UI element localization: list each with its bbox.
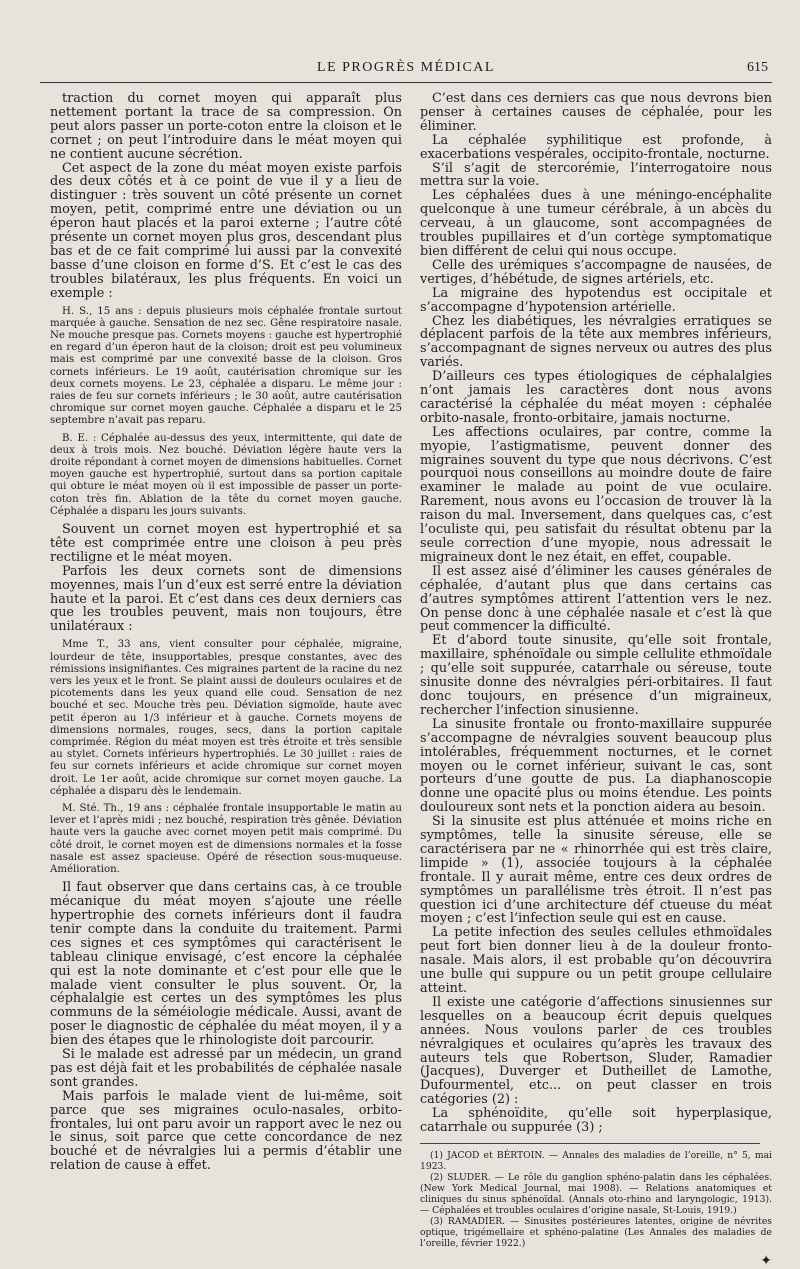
paragraph: Cet aspect de la zone du méat moyen existe parfois des deux côtés et à ce point de vue il y a lieu de distinguer : très souvent un côté présente un cornet moyen, petit, comprimé entre une déviation ou un éperon haut placés et la paroi externe ; l’autre côté présente un cornet moyen plus gros, descendant plus bas et de ce fait comprimé lui aussi par la convexité basse d’une cloison en forme d’S. Et c’est le cas des troubles bilatéraux, les plus fréquents. En voici un exemple : <box>50 160 402 301</box>
paragraph: La céphalée syphilitique est profonde, à exacerbations vespérales, occipito-frontale, nocturne. <box>420 132 772 162</box>
paragraph: C’est dans ces derniers cas que nous devrons bien penser à certaines causes de céphalée, pour les éliminer. <box>420 91 772 134</box>
journal-title: LE PROGRÈS MÉDICAL <box>317 60 495 75</box>
paragraph: Si le malade est adressé par un médecin, un grand pas est déjà fait et les probabilités de céphalée nasale sont grandes. <box>50 1047 402 1090</box>
paragraph: S’il s’agit de stercorémie, l’interrogatoire nous mettra sur la voie. <box>420 160 772 190</box>
left-column <box>50 92 402 1173</box>
footnote: (3) RAMADIER. — Sinusites postérieures latentes, origine de névrites optique, trigémellaire et sphéno-palatine (Les Annales des maladies de l’oreille, février 1922.) <box>420 1215 772 1249</box>
ornament-icon: ✦ <box>760 1252 772 1269</box>
footnote-divider <box>420 1143 760 1144</box>
paragraph: traction du cornet moyen qui apparaît plus nettement portant la trace de sa compression. On peut alors passer un porte-coton entre la cloison et le cornet ; on peut l’introduire dans le méat moyen qui ne contient aucune sécrétion. <box>50 91 402 162</box>
paragraph: Il est assez aisé d’éliminer les causes générales de céphalée, d’autant plus que dans certains cas d’autres symptômes attirent l’attention vers le nez. On pense donc à une céphalée nasale et c’est là que peut commencer la difficulté. <box>420 563 772 635</box>
paragraph: Il existe une catégorie d’affections sinusiennes sur lesquelles on a beaucoup écrit depuis quelques années. Nous voulons parler de ces troubles névralgiques et oculaires qu’après les travaux des auteurs tels que Robertson, Sluder, Ramadier (Jacques), Duverger et Dutheillet de Lamothe, Dufourmentel, etc... on peut classer en trois catégories (2) : <box>420 994 772 1108</box>
paragraph: Si la sinusite est plus atténuée et moins riche en symptômes, telle la sinusite séreuse, elle se caractérisera par ne « rhinorrhée qui est très claire, limpide » (1), associée toujours à la céphalée frontale. Il y aurait même, entre ces deux ordres de symptômes un parallélisme très étroit. Il n’est pas question ici d’une architecture déf ctueuse du méat moyen ; c’est l’infection seule qui est en cause. <box>420 814 772 927</box>
paragraph: La sphénoïdite, qu’elle soit hyperplasique, catarrhale ou suppurée (3) ; <box>420 1106 772 1136</box>
paragraph: Les céphalées dues à une méningo-encéphalite quelconque à une tumeur cérébrale, à un abcès du cerveau, à un glaucome, sont accompagnées de troubles pupillaires et d’un cortège symptomatique bien différent de celui qui nous occupe. <box>420 188 772 259</box>
paragraph: La migraine des hypotendus est occipitale et s’accompagne d’hypotension artérielle. <box>420 285 772 315</box>
footnote: (1) JACOD et BÉRTOIN. — Annales des maladies de l’oreille, n° 5, mai 1923. <box>420 1149 772 1172</box>
right-column <box>420 92 772 1269</box>
footnote: (2) SLUDER. — Le rôle du ganglion sphéno-palatin dans les céphalées. (New York Medical Journal, mai 1908). — Relations anatomiques et cliniques du sinus sphénoïdal. (Annals oto-rhino and laryngologic, 1913). — Céphalées et troubles oculaires d’origine nasale, St-Louis, 1919.) <box>420 1171 772 1216</box>
page-number: 615 <box>747 60 768 75</box>
paragraph: Celle des urémiques s’accompagne de nausées, de vertiges, d’hébétude, de signes artériels, etc. <box>420 257 772 287</box>
paragraph: Les affections oculaires, par contre, comme la myopie, l’astigmatisme, peuvent donner des migraines souvent du type que nous décrivons. C’est pourquoi nous conseillons au moindre doute de faire examiner le malade au point de vue oculaire. Rarement, nous avons eu l’occasion de trouver là la raison du mal. Inversement, dans quelques cas, c’est l’oculiste qui, peu satisfait du résultat obtenu par la seule correction d’une myopie, nous adressait le migraineux dont le nez était, en effet, coupable. <box>420 424 772 565</box>
paragraph: D’ailleurs ces types étiologiques de céphalalgies n’ont jamais les caractères dont nous avons caractérisé la céphalée du méat moyen : céphalée orbito-nasale, fronto-orbitaire, jamais nocturne. <box>420 369 772 426</box>
paragraph: La petite infection des seules cellules ethmoïdales peut fort bien donner lieu à de la douleur fronto-nasale. Mais alors, il est probable qu’on découvrira une bulle qui suppure ou un petit groupe cellulaire atteint. <box>420 925 772 996</box>
paragraph: Et d’abord toute sinusite, qu’elle soit frontale, maxillaire, sphénoïdale ou simple cellulite ethmoïdale ; qu’elle soit suppurée, catarrhale ou séreuse, toute sinusite donne des névralgies péri-orbitaires. Il faut donc toujours, en présence d’un migraineux, rechercher l’infection sinusienne. <box>420 633 772 718</box>
paragraph: Mais parfois le malade vient de lui-même, soit parce que ses migraines oculo-nasales, orbito-frontales, lui ont paru avoir un rapport avec le nez ou le sinus, soit parce que cette concordance de nez bouché et de névralgies lui a permis d’établir une relation de cause à effet. <box>50 1088 402 1174</box>
case-report: M. Sté. Th., 19 ans : céphalée frontale insupportable le matin au lever et l’après midi ; nez bouché, respiration très gênée. Déviation haute vers la gauche avec cornet moyen petit mais comprimé. Du côté droit, le cornet moyen est de dimensions normales et la fosse nasale est assez spacieuse. Opéré de résection sous-muqueuse. Amélioration. <box>50 802 402 875</box>
case-report: Mme T., 33 ans, vient consulter pour céphalée, migraine, lourdeur de tête, insupportables, presque constantes, avec des rémissions insignifiantes. Ces migraines partent de la racine du nez vers les yeux et le front. Se plaint aussi de douleurs oculaires et de picotements dans les yeux quand elle coud. Sensation de nez bouché et sec. Mouche très peu. Déviation sigmoïde, haute avec petit éperon au 1/3 inférieur et à gauche. Cornets moyens de dimensions normales, rouges, secs, dans la portion capitale comprimée. Région du méat moyen est très étroite et très sensible au stylet. Cornets inférieurs hypertrophiés. Le 30 juillet : raies de feu sur cornets inférieurs et acide chromique sur cornet moyen droit. Le 1er août, acide chromique sur cornet moyen gauche. La céphalée a disparu dès le lendemain. <box>50 639 402 797</box>
paragraph: La sinusite frontale ou fronto-maxillaire suppurée s’accompagne de névralgies souvent beaucoup plus intolérables, fréquemment nocturnes, et le cornet moyen ou le cornet inférieur, suivant le cas, sont porteurs d’une goutte de pus. La diaphanoscopie donne une opacité plus ou moins étendue. Les points douloureux sont nets et la ponction aidera au besoin. <box>420 716 772 816</box>
paragraph: Souvent un cornet moyen est hypertrophié et sa tête est comprimée entre une cloison à peu près rectiligne et le méat moyen. <box>50 522 402 565</box>
paragraph: Chez les diabétiques, les névralgies erratiques se déplacent parfois de la tête aux membres inférieurs, s’accompagnant de signes nerveux ou autres des plus variés. <box>420 313 772 371</box>
paragraph: Il faut observer que dans certains cas, à ce trouble mécanique du méat moyen s’ajoute une réelle hypertrophie des cornets inférieurs dont il faudra tenir compte dans la conduite du traitement. Parmi ces signes et ces symptômes qui caractérisent le tableau clinique envisagé, c’est encore la céphalée qui est la note dominante et c’est pour elle que le malade vient consulter le plus souvent. Or, la céphalalgie est certes un des symptômes les plus communs de la séméiologie médicale. Aussi, avant de poser le diagnostic de céphalée du méat moyen, il y a bien des étapes que le rhinologiste doit parcourir. <box>50 880 402 1049</box>
running-header <box>40 60 772 83</box>
paragraph: Parfois les deux cornets sont de dimensions moyennes, mais l’un d’eux est serré entre la déviation haute et la paroi. Et c’est dans ces deux derniers cas que les troubles peuvent, mais non toujours, être unilatéraux : <box>50 563 402 635</box>
case-report: B. E. : Céphalée au-dessus des yeux, intermittente, qui date de deux à trois mois. Nez bouché. Déviation légère haute vers la droite répondant à cornet moyen de dimensions habituelles. Cornet moyen gauche est hypertrophié, surtout dans sa portion capitale qui obture le méat moyen où il est impossible de passer un porte-coton très fin. Ablation de la tête du cornet moyen gauche. Céphalée a disparu les jours suivants. <box>50 432 402 517</box>
case-report: H. S., 15 ans : depuis plusieurs mois céphalée frontale surtout marquée à gauche. Sensation de nez sec. Gêne respiratoire nasale. Ne mouche presque pas. Cornets moyens : gauche est hypertrophié en regard d’un éperon haut de la cloison; droit est peu volumineux mais est comprimé par une convexité basse de la cloison. Gros cornets inférieurs. Le 19 août, cautérisation chromique sur les deux cornets moyens. Le 23, céphalée a disparu. Le même jour : raies de feu sur cornets inférieurs ; le 30 août, autre cautérisation chromique sur cornet moyen gauche. Céphalée a disparu et le 25 septembre n’avait pas reparu. <box>50 305 402 427</box>
